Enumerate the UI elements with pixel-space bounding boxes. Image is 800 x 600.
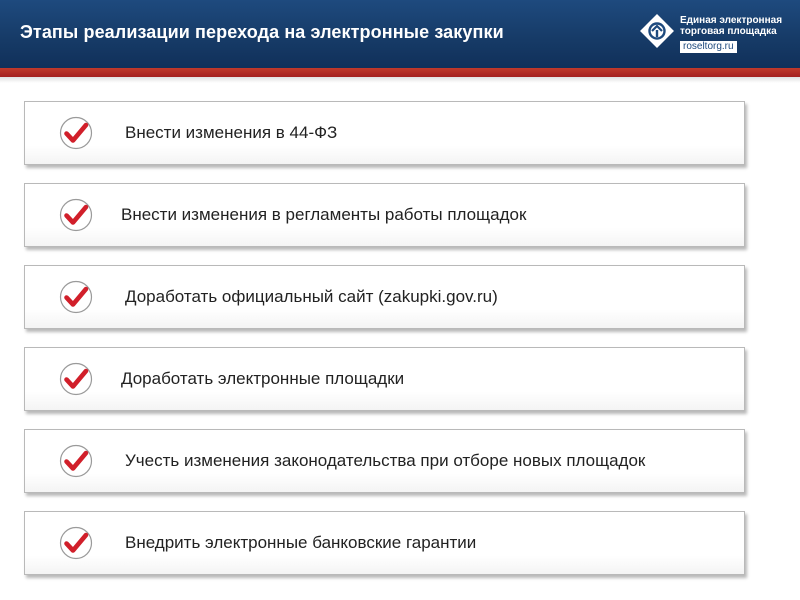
step-item <box>24 265 745 329</box>
step-label: Внедрить электронные банковские гарантии <box>125 533 477 552</box>
checkmark-icon <box>59 526 93 560</box>
checkmark-icon <box>59 280 93 314</box>
step-item <box>24 101 745 165</box>
step-item <box>24 429 745 493</box>
logo-line-1: Единая электронная <box>680 15 783 26</box>
step-label: Внести изменения в регламенты работы площадок <box>121 205 527 224</box>
logo-line-2: торговая площадка <box>680 26 777 37</box>
page-title: Этапы реализации перехода на электронные закупки <box>20 22 504 42</box>
header-bar <box>0 0 800 68</box>
step-label: Доработать электронные площадки <box>121 369 405 388</box>
step-item <box>24 183 745 247</box>
checkmark-icon <box>59 362 93 396</box>
checkmark-icon <box>59 198 93 232</box>
header-shadow <box>0 77 800 83</box>
logo-url: roseltorg.ru <box>680 41 737 53</box>
logo-caption <box>680 15 782 37</box>
step-label: Доработать официальный сайт (zakupki.gov.ru) <box>125 287 498 306</box>
roseltorg-logo-icon <box>640 14 674 48</box>
steps-list <box>24 101 745 593</box>
step-item <box>24 347 745 411</box>
step-label: Внести изменения в 44-ФЗ <box>125 123 338 142</box>
header-red-stripe <box>0 68 800 77</box>
checkmark-icon <box>59 116 93 150</box>
step-item <box>24 511 745 575</box>
checkmark-icon <box>59 444 93 478</box>
roseltorg-logo <box>640 12 790 58</box>
step-label: Учесть изменения законодательства при отборе новых площадок <box>125 451 646 470</box>
